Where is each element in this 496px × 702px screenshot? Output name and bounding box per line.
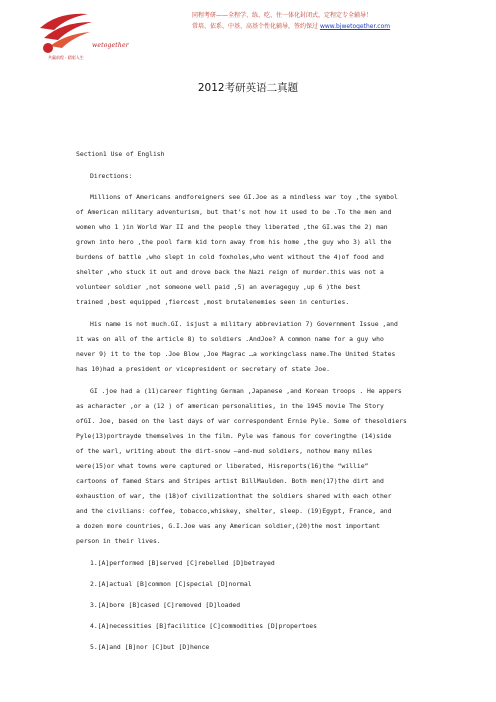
paragraph-line: were(15)or what towns were captured or liberated, Hisreports(16)the “willie” — [76, 462, 369, 470]
header-ad-line-1: 同程考研——全程学、练、吃、住一体化封闭式，定程定专全辅导！ — [192, 12, 373, 19]
paragraph-line: GI .joe had a (11)career fighting German ,Japanese ,and Korean troops . He appers — [90, 387, 402, 395]
paragraph-line: Millions of Americans andforeigners see GI.Joe as a mindless war toy ,the symbol — [90, 193, 398, 201]
paragraph-line: trained ,best equipped ,fiercest ,most brutalenemies seen in centuries. — [76, 298, 350, 306]
paragraph-line: His name is not much.GI. isjust a military abbreviation 7) Government Issue ,and — [90, 320, 398, 328]
paragraph-line: and the civilians: coffee, tobacco,whiskey, shelter, sleep. (19)Egypt, France, and — [76, 507, 392, 515]
section-heading: Section1 Use of English — [76, 150, 165, 158]
wetogether-logo-icon — [36, 8, 96, 58]
question-option-line: 2.[A]actual [B]common [C]special [D]normal — [90, 580, 252, 588]
paragraph-line: burdens of battle ,who slept in cold foxholes,who went without the 4)of food and — [76, 253, 384, 261]
paragraph-line: never 9) it to the top .Joe Blow ,Joe Magrac …a workingclass name.The United States — [76, 350, 396, 358]
page-header — [0, 0, 496, 64]
paragraph-line: cartoons of famed Stars and Stripes artist BillMaulden. Both men(17)the dirt and — [76, 477, 384, 485]
paragraph-line: women who 1 )in World War II and the people they liberated ,the GI.was the 2) man — [76, 223, 388, 231]
header-ad-line-2 — [192, 21, 390, 30]
paragraph-line: exhaustion of war, the (18)of civilizationthat the soldiers shared with each other — [76, 492, 392, 500]
header-ad-text: 常培、依系、中基、高基个性化辅导，签约保过 — [192, 23, 319, 30]
question-option-line: 4.[A]necessities [B]facilitice [C]commodities [D]propertoes — [90, 622, 318, 630]
paragraph-line: ofGI. Joe, based on the last days of war correspondent Ernie Pyle. Some of thesoldiers — [76, 417, 407, 425]
document-title: 2012考研英语二真题 — [197, 82, 299, 94]
question-option-line: 1.[A]performed [B]served [C]rebelled [D]betrayed — [90, 559, 275, 567]
question-option-line: 3.[A]bore [B]cased [C]removed [D]loaded — [90, 601, 241, 609]
paragraph-line: Pyle(13)portrayde themselves in the film. Pyle was famous for coveringthe (14)side — [76, 432, 392, 440]
paragraph-line: a dozen more countries, G.I.Joe was any American soldier,(20)the most important — [76, 522, 380, 530]
paragraph-line: as acharacter ,or a (12 ) of american personalities, in the 1945 movie The Story — [76, 402, 384, 410]
paragraph-line: shelter ,who stuck it out and drove back the Nazi reign of murder.this was not a — [76, 268, 384, 276]
logo-wordmark: wetogether — [92, 42, 129, 49]
logo-slogan: 共赢前程 · 精彩人生 — [48, 55, 84, 60]
paragraph-line: it was on all of the article 8) to soldiers .AndJoe? A common name for a guy who — [76, 335, 384, 343]
directions-heading: Directions: — [90, 172, 133, 180]
paragraph-line: of American military adventurism, but that’s not how it used to be .To the men and — [76, 208, 392, 216]
paragraph-line: of the warl, writing about the dirt-snow –and-mud soldiers, nothow many miles — [76, 447, 373, 455]
paragraph-line: volunteer soldier ,not someone well paid ,5) an averageguy ,up 6 )the best — [76, 283, 361, 291]
paragraph-line: has 10)had a president or vicepresident or secretary of state Joe. — [76, 365, 330, 373]
paragraph-line: grown into hero ,the pool farm kid torn away from his home ,the guy who 3) all the — [76, 238, 392, 246]
header-website-link[interactable]: www.bjwetogether.com — [319, 23, 391, 30]
paragraph-line: person in their lives. — [76, 537, 161, 545]
question-option-line: 5.[A]and [B]nor [C]but [D]hence — [90, 643, 210, 651]
